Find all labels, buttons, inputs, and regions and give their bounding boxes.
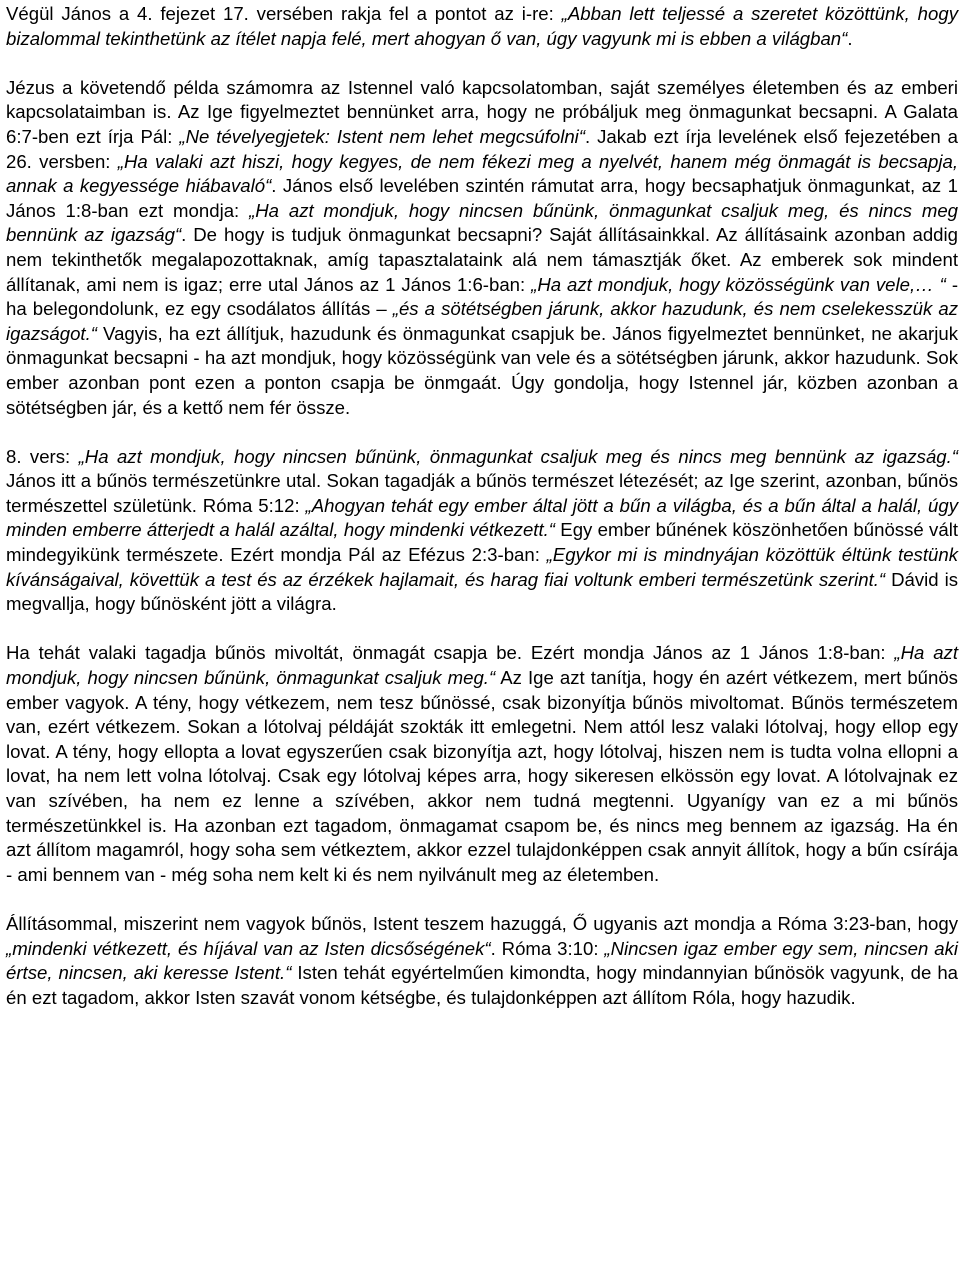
text-run: . De hogy is tudjuk önmagunkat becsapni? Saját állításainkkal. Az állításaink azonban addig nem tekinthetők megalapozottaknak, amíg tapasztalataink alá nem támasztják őket. Az emberek sok mindent állítanak, ami nem is igaz; erre utal János az 1 János 1:6-ban: xyxy=(6,224,958,295)
text-run: Ha tehát valaki tagadja bűnös mivoltát, önmagát csapja be. Ezért mondja János az 1 János 1:8-ban: xyxy=(6,642,895,664)
text-run: Végül János a 4. fejezet 17. versében rakja fel a pontot az i-re: xyxy=(6,3,562,24)
text-run: János itt a bűnös természetünkre utal. Sokan tagadják a bűnös természet létezését; az Ige szerint, azonban, bűnös természettel születünk. Róma 5:12: xyxy=(6,470,958,516)
paragraph-4 xyxy=(6,641,958,887)
scripture-quote: „Ha valaki azt hiszi, hogy kegyes, de nem fékezi meg a nyelvét, hanem még önmagát is becsapja, annak a kegyessége hiábavaló“ xyxy=(6,150,958,197)
text-run: Jézus a követendő példa számomra az Istennel való kapcsolatomban, saját személyes életemben és az emberi kapcsolataimban is. Az Ige figyelmeztet bennünket arra, hogy ne próbáljuk meg önmagunkat becsapni. A Galata 6:7-ben ezt írja Pál: xyxy=(6,76,958,147)
text-run: Az Ige azt tanítja, hogy én azért vétkezem, mert bűnös ember vagyok. A tény, hogy vétkezem, nem tesz bűnössé, csak bizonyítja bűnös mivoltomat. Bűnös természetem van, ezért vétkezem. Sokan a lótolvaj példáját szokták itt emlegetni. Nem attól lesz valaki lótolvaj, hogy ellop egy lovat. A tény, hogy ellopta a lovat egyszerűen csak bizonyítja azt, hogy lótolvaj, hiszen nem is tudta volna ellopni a lovat, ha nem lett volna lótolvaj. Csak egy lótolvaj képes arra, hogy sikeresen elkössön egy lovat. A lótolvajnak ez van szívében, ha nem ez lenne a szívében, akkor nem tudná megtenni. Ugyanígy van ez a mi bűnös természetünkkel is. Ha azonban ezt tagadom, önmagamat csapom be, és nincs meg bennem az igazság. Ha én azt állítom magamról, hogy soha sem vétkeztem, akkor ezzel tulajdonképpen csak annyit állítok, hogy a bűn csírája - ami bennem van - még soha nem kelt ki és nem nyilvánult meg az életemben. xyxy=(6,667,958,885)
text-run: . Róma 3:10: xyxy=(490,937,605,959)
paragraph-2 xyxy=(6,76,958,420)
paragraph-5 xyxy=(6,912,958,1010)
text-run: Vagyis, ha ezt állítjuk, hazudunk és önmagunkat csapjuk be. János figyelmeztet bennünket, ne akarjuk önmagunkat becsapni - ha azt mondjuk, hogy közösségünk van vele és a sötétségben járunk, akkor hazudunk. Sok ember azonban pont ezen a ponton csapja be önmgaát. Úgy gondolja, hogy Istennel jár, közben azonban a sötétségben jár, és a kettő nem fér össze. xyxy=(6,322,958,418)
text-run: - ha belegondolunk, ez egy csodálatos állítás – xyxy=(6,273,959,320)
text-run: Isten tehát egyértelműen kimondta, hogy mindannyian bűnösök vagyunk, de ha én ezt tagadom, akkor Isten szavát vonom kétségbe, és tulajdonképpen azt állítom Róla, hogy hazudik. xyxy=(6,962,958,1008)
scripture-quote: „Egykor mi is mindnyájan közöttük éltünk testünk kívánságaival, követtük a test és az érzékek hajlamait, és harag fiai voltunk emberi természetünk szerint.“ xyxy=(6,544,958,590)
scripture-quote: „Nincsen igaz ember egy sem, nincsen aki értse, nincsen, aki keresse Istent.“ xyxy=(6,937,958,984)
scripture-quote: „Ha azt mondjuk, hogy közösségünk van vele,… “ xyxy=(531,273,946,295)
text-run: . xyxy=(847,27,853,49)
scripture-quote: „Ha azt mondjuk, hogy nincsen bűnünk, önmagunkat csaljuk meg.“ xyxy=(6,642,959,689)
scripture-quote: „Ne tévelyegjetek: Istent nem lehet megcsúfolni“ xyxy=(179,125,586,147)
text-run: Dávid is megvallja, hogy bűnösként jött a világra. xyxy=(6,568,958,615)
scripture-quote: „és a sötétségben járunk, akkor hazudunk, és nem cselekesszük az igazságot.“ xyxy=(6,298,959,344)
scripture-quote: „Ahogyan tehát egy ember által jött a bűn a világba, és a bűn által a halál, úgy minden emberre átterjedt a halál azáltal, hogy mindenki vétkezett.“ xyxy=(6,494,958,541)
text-run: Állításommal, miszerint nem vagyok bűnös, Istent teszem hazuggá, Ő ugyanis azt mondja a Róma 3:23-ban, hogy xyxy=(6,912,958,934)
scripture-quote: „mindenki vétkezett, és híjával van az Isten dicsőségének“ xyxy=(6,937,491,959)
scripture-quote: „Ha azt mondjuk, hogy nincsen bűnünk, önmagunkat csaljuk meg és nincs meg bennünk az igazság.“ xyxy=(78,445,958,467)
document-page xyxy=(6,2,958,1010)
paragraph-1 xyxy=(6,2,958,51)
paragraph-3 xyxy=(6,445,958,617)
scripture-quote: „Ha azt mondjuk, hogy nincsen bűnünk, önmagunkat csaljuk meg, és nincs meg bennünk az igazság“ xyxy=(6,199,958,246)
text-run: Egy ember bűnének köszönhetően bűnössé vált mindegyikünk természete. Ezért mondja Pál az Efézus 2:3-ban: xyxy=(6,519,958,566)
scripture-quote: „Abban lett teljessé a szeretet közöttünk, hogy bizalommal tekinthetünk az ítélet napja felé, mert ahogyan ő van, úgy vagyunk mi is ebben a világban“ xyxy=(6,3,959,49)
text-run: 8. vers: xyxy=(6,445,79,467)
text-run: . Jakab ezt írja levelének első fejezetében a 26. versben: xyxy=(6,125,958,172)
text-run: . János első levelében szintén rámutat arra, hogy becsaphatjuk önmagunkat, az 1 János 1:8-ban ezt mondja: xyxy=(6,175,958,221)
